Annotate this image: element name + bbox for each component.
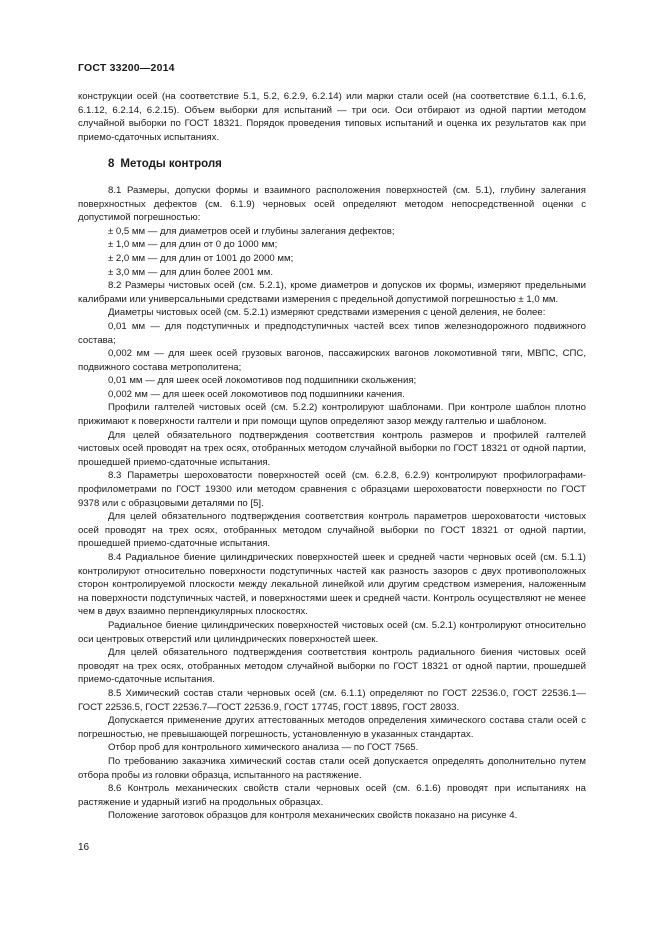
paragraph: Диаметры чистовых осей (см. 5.2.1) измеряют средствами измерения с ценой деления, не более: — [108, 307, 546, 319]
section-number: 8 — [108, 158, 115, 171]
paragraph: По требованию заказчика химический состав стали осей допускается определять дополнительно путем отбора пробы из головки образца, испытанного на растяжение. — [78, 755, 586, 781]
tolerance-item: ± 3,0 мм — для длин более 2001 мм. — [108, 266, 274, 278]
paragraph: Радиальное биение цилиндрических поверхностей чистовых осей (см. 5.2.1) контролируют относительно оси центровых отверстий или цилиндрических поверхностей шеек. — [78, 619, 586, 645]
paragraph: Отбор проб для контрольного химического анализа — по ГОСТ 7565. — [108, 742, 419, 754]
tolerance-item: ± 0,5 мм — для диаметров осей и глубины залегания дефектов; — [108, 225, 395, 237]
paragraph-8-6: 8.6 Контроль механических свойств стали черновых осей (см. 6.1.6) проводят при испытаниях на растяжение и ударный изгиб на продольных образцах. — [78, 783, 586, 808]
paragraph: Для целей обязательного подтверждения соответствия контроль размеров и профилей галтелей чистовых осей проводят на трех осях, отобранных методом случайной выборки по ГОСТ 18321 от одной партии, прошедшей приемо-сдаточные испытания. — [78, 429, 586, 468]
paragraph: Положение заготовок образцов для контроля механических свойств показано на рисунке 4. — [108, 810, 518, 822]
division-item: 0,01 мм — для подступичных и предподступичных частей всех типов железнодорожного подвижного состава; — [78, 320, 586, 346]
division-item: 0,002 мм — для шеек осей локомотивов под подшипники качения. — [108, 388, 405, 400]
intro-paragraph: конструкции осей (на соответствие 5.1, 5.2, 6.2.9, 6.2.14) или марки стали осей (на соответствие 6.1.1, 6.1.6, 6.1.12, 6.2.14, 6.2.15). Объем выборки для испытаний — три оси. Оси отбирают из одной партии методом случайной выборки по ГОСТ 18321. Порядок проведения типовых испытаний и оценка их результатов как при приемо-сдаточных испытаниях. — [78, 91, 586, 143]
paragraph-8-4: 8.4 Радиальное биение цилиндрических поверхностей шеек и средней части черновых осей (см. 5.1.1) контролируют относительно поверхности подступичных частей как разность зазоров с двух противоположных сторон контролируемой плоскости между лекальной линейкой или другим средством измерения, наложенным на поверхности подступичных частей, и поверхностями шеек и средней части. Контроль осуществляют не менее чем в двух взаимно перпендикулярных плоскостях. — [78, 552, 586, 618]
page-number: 16 — [78, 842, 90, 853]
standard-designation: ГОСТ 33200—2014 — [78, 62, 175, 74]
paragraph-8-1: 8.1 Размеры, допуски формы и взаимного расположения поверхностей (см. 5.1), глубину залегания поверхностных дефектов (см. 6.1.9) черновых осей определяют методом непосредственной оценки с допустимой погрешностью: — [78, 184, 586, 224]
section-heading — [78, 158, 586, 172]
tolerance-item: ± 2,0 мм — для длин от 1001 до 2000 мм; — [108, 252, 294, 264]
paragraph-8-5: 8.5 Химический состав стали черновых осей (см. 6.1.1) определяют по ГОСТ 22536.0, ГОСТ 22536.1—ГОСТ 22536.5, ГОСТ 22536.7—ГОСТ 22536.9, ГОСТ 17745, ГОСТ 18895, ГОСТ 28033. — [78, 687, 586, 713]
section-title: Методы контроля — [120, 158, 222, 171]
paragraph: Допускается применение других аттестованных методов определения химического состава стали осей с погрешностью, не превышающей погрешность, установленную в указанных стандартах. — [78, 715, 586, 740]
paragraph: Для целей обязательного подтверждения соответствия контроль параметров шероховатости чистовых осей проводят на трех осях, отобранных методом случайной выборки по ГОСТ 18321 от одной партии, прошедшей приемо-сдаточные испытания. — [78, 511, 586, 550]
paragraph: Профили галтелей чистовых осей (см. 5.2.2) контролируют шаблонами. При контроле шаблон плотно прижимают к поверхности галтели и при помощи щупов определяют зазор между галтелью и шаблоном. — [78, 402, 586, 428]
division-item: 0,01 мм — для шеек осей локомотивов под подшипники скольжения; — [108, 375, 417, 387]
division-item: 0,002 мм — для шеек осей грузовых вагонов, пассажирских вагонов локомотивной тяги, МВПС, СПС, подвижного состава метрополитена; — [78, 348, 586, 373]
paragraph-8-3: 8.3 Параметры шероховатости поверхностей осей (см. 6.2.8, 6.2.9) контролируют профилографами-профилометрами по ГОСТ 19300 или методом сравнения с образцами шероховатости поверхности по ГОСТ 9378 или с образцовыми деталями по [5]. — [78, 470, 586, 509]
paragraph-8-2: 8.2 Размеры чистовых осей (см. 5.2.1), кроме диаметров и допусков их формы, измеряют предельными калибрами или универсальными средствами измерения с предельной допустимой погрешностью ± 1,0 мм. — [78, 280, 586, 305]
page-content — [78, 90, 586, 823]
tolerance-item: ± 1,0 мм — для длин от 0 до 1000 мм; — [108, 239, 278, 251]
paragraph: Для целей обязательного подтверждения соответствия контроль радиального биения чистовых осей проводят на трех осях, отобранных методом случайной выборки по ГОСТ 18321 от одной партии, прошедшей приемо-сдаточные испытания. — [78, 647, 586, 686]
